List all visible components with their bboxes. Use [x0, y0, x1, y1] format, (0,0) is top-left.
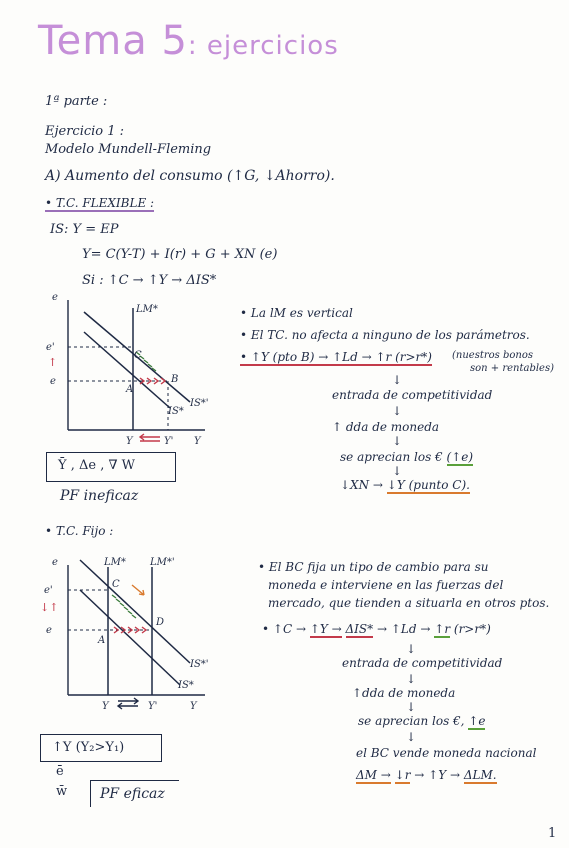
graph1-is-label: IS*	[168, 406, 184, 417]
flexible-pf-label: PF ineficaz	[60, 488, 139, 504]
graph1-point-b: B	[171, 374, 179, 385]
fixed-result-line-1: ↑Y (Y₂>Y₁)	[52, 740, 125, 755]
fixed-chain-is: ΔIS*	[345, 622, 374, 636]
fixed-chain-ld: → ↑Ld →	[376, 622, 431, 636]
graph1-is-shifted-label: IS*'	[190, 398, 209, 409]
graph2-e-axis-label: e	[52, 557, 58, 568]
fixed-chain-2: ↑dda de moneda	[352, 686, 456, 700]
graph2-e1-label: e'	[44, 585, 53, 596]
fixed-chain-3	[358, 714, 485, 728]
graph1-yaxis-label: Y	[194, 436, 201, 447]
fixed-chain-4: el BC vende moneda nacional	[356, 746, 537, 760]
graph1-e-axis-label: e	[52, 292, 58, 303]
graph2-point-c: C	[112, 579, 120, 590]
fixed-chain-5-y: → ↑Y →	[414, 768, 460, 782]
graph1-up-arrow: ↑	[48, 356, 58, 369]
graph1-lm-label: LM*	[136, 304, 158, 315]
flexible-chain-3-emph: (↑e)	[446, 450, 474, 464]
fixed-pf-label: PF eficaz	[100, 786, 165, 802]
graph2-is-label: IS*	[178, 680, 194, 691]
flexible-chain-1: entrada de competitividad	[332, 388, 493, 402]
flexible-chain-3-text: se aprecian los €	[340, 450, 443, 464]
graph1-y-arrows	[140, 434, 160, 441]
fixed-chain-r: ↑r	[434, 622, 451, 636]
title-sub: : ejercicios	[187, 31, 339, 61]
graph2-is-curve	[80, 590, 180, 685]
fixed-chain-arrow-3: ↓	[406, 700, 417, 714]
flexible-chain-arrow-1: ↓	[392, 373, 403, 387]
flexible-result-text: Ȳ , Δe , ∇ W	[58, 458, 136, 473]
fixed-chain-5-m: ΔM →	[356, 768, 391, 782]
graph1-is-curve	[84, 332, 170, 408]
flexible-note-3	[240, 350, 432, 364]
si-equation: Si : ↑C → ↑Y → ΔIS*	[82, 273, 217, 288]
flexible-note-3-text: • ↑Y (pto B) → ↑Ld → ↑r (r>r*)	[240, 350, 432, 364]
graph2-point-a: A	[98, 635, 106, 646]
graph2-y-label: Y	[102, 701, 109, 712]
model-label: Modelo Mundell-Fleming	[45, 142, 212, 157]
fixed-chain-c: • ↑C →	[262, 622, 306, 636]
flexible-chain-4-emph: ↓Y (punto C).	[386, 478, 470, 492]
fixed-chain-y: ↑Y →	[309, 622, 342, 636]
flexible-note-4: (nuestros bonos	[452, 350, 533, 361]
flexible-note-2: • El TC. no afecta a ninguno de los parámetros.	[240, 328, 530, 342]
fixed-chain-arrow-2: ↓	[406, 672, 417, 686]
fixed-chain-rr: (r>r*)	[453, 622, 491, 636]
graph1-point-a: A	[126, 384, 134, 395]
graph2-orange-arrow	[132, 585, 144, 595]
flexible-chain-4	[340, 478, 470, 492]
fixed-result-line-3: w̄	[56, 784, 68, 799]
fixed-chain-5-r: ↓r	[394, 768, 411, 782]
fixed-result-line-2: ē	[56, 764, 64, 779]
graph2-point-d: D	[156, 617, 165, 628]
flexible-chain-3	[340, 450, 473, 464]
graph2-y-arrows	[118, 698, 138, 709]
section-a-heading: A) Aumento del consumo (↑G, ↓Ahorro).	[45, 168, 335, 184]
graph1-y-label: Y	[126, 436, 133, 447]
fixed-note-2: moneda e interviene en las fuerzas del	[268, 578, 504, 592]
flexible-heading-text: • T.C. FLEXIBLE :	[45, 196, 155, 210]
graph2-arrows: ↓↑	[40, 601, 59, 614]
page-number: 1	[548, 826, 557, 841]
flexible-note-5: son + rentables)	[470, 363, 554, 374]
title-main: Tema 5	[38, 18, 188, 64]
fixed-heading: • T.C. Fijo :	[45, 524, 114, 538]
graph2-y1-label: Y'	[148, 701, 158, 712]
flexible-note-1: • La lM es vertical	[240, 306, 353, 320]
fixed-chain-arrow-1: ↓	[406, 642, 417, 656]
graph2-is-shifted-curve	[80, 560, 190, 663]
fixed-chain-5	[356, 768, 497, 782]
fixed-note-1: • El BC fija un tipo de cambio para su	[258, 560, 489, 574]
flexible-chain-arrow-4: ↓	[392, 464, 403, 478]
fixed-note-3: mercado, que tienden a situarla en otros ptos.	[268, 596, 550, 610]
graph2-green-hatching	[112, 595, 136, 618]
fixed-chain-arrow-4: ↓	[406, 730, 417, 744]
fixed-is-lm-graph	[40, 555, 220, 715]
page-title	[38, 18, 339, 64]
exercise-label: Ejercicio 1 :	[45, 124, 125, 139]
fixed-chain-3-text: se aprecian los €,	[358, 714, 465, 728]
flexible-chain-2: ↑ dda de moneda	[332, 420, 440, 434]
flexible-chain-4-text: ↓XN →	[340, 478, 383, 492]
flexible-heading	[45, 196, 154, 210]
part-label: 1ª parte :	[45, 94, 108, 109]
flexible-is-lm-graph	[40, 290, 220, 450]
is-equation: IS: Y = EP	[50, 222, 119, 237]
flexible-chain-arrow-3: ↓	[392, 434, 403, 448]
y-equation: Y= C(Y-T) + I(r) + G + XN (e)	[82, 247, 278, 262]
graph1-e1-label: e'	[46, 342, 55, 353]
graph1-e0-label: e	[50, 376, 56, 387]
fixed-chain-line	[262, 622, 491, 636]
graph2-yaxis-label: Y	[190, 701, 197, 712]
graph2-lm-label: LM*	[104, 557, 126, 568]
graph2-e0-label: e	[46, 625, 52, 636]
graph2-lm-shifted-label: LM*'	[150, 557, 175, 568]
graph2-is-shifted-label: IS*'	[190, 659, 209, 670]
fixed-chain-3-emph: ↑e	[468, 714, 486, 728]
fixed-chain-5-lm: ΔLM.	[463, 768, 497, 782]
fixed-chain-1: entrada de competitividad	[342, 656, 503, 670]
graph1-point-c: C	[134, 350, 142, 361]
flexible-chain-arrow-2: ↓	[392, 404, 403, 418]
graph1-y1-label: Y'	[164, 436, 174, 447]
